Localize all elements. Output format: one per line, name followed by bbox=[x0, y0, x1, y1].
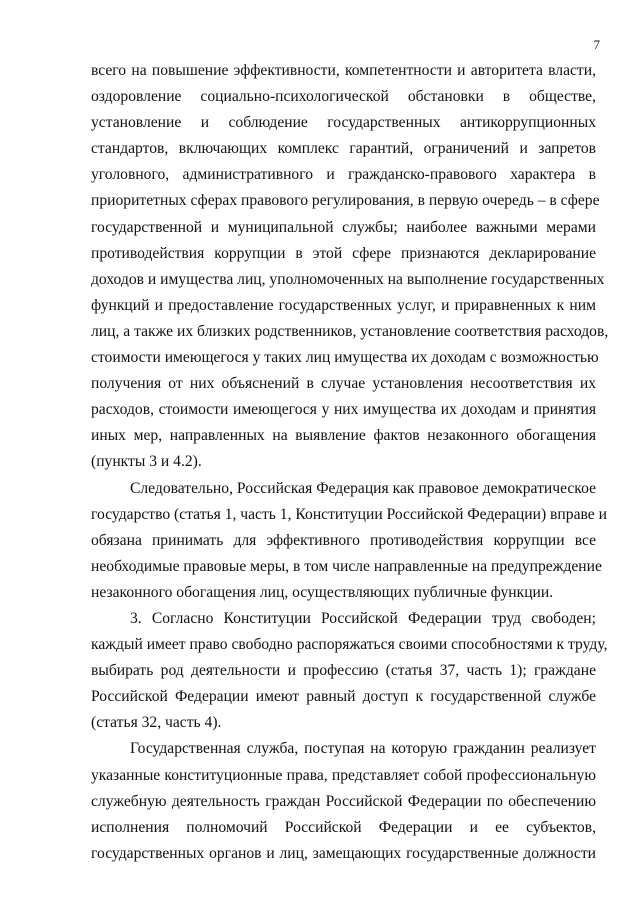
text-line: доходов и имущества лиц, уполномоченных на выполнение государственных bbox=[91, 270, 605, 288]
text-line: уголовного, административного и гражданско-правового характера в bbox=[91, 166, 596, 184]
text-line: служебную деятельность граждан Российской Федерации по обеспечению bbox=[91, 792, 596, 810]
text-line: необходимые правовые меры, в том числе направленные на предупреждение bbox=[91, 557, 602, 575]
paragraph-2 bbox=[91, 476, 607, 606]
text-line: 3. Согласно Конституции Российской Федерации труд свободен; bbox=[130, 609, 596, 627]
text-line: всего на повышение эффективности, компетентности и авторитета власти, bbox=[91, 62, 596, 79]
text-line: стандартов, включающих комплекс гарантий, ограничений и запретов bbox=[91, 140, 596, 158]
text-line: расходов, стоимости имеющегося у них имущества их доходам и принятия bbox=[91, 401, 596, 419]
text-line: (статья 32, часть 4). bbox=[91, 714, 222, 732]
text-line: Государственная служба, поступая на которую гражданин реализует bbox=[130, 740, 596, 758]
text-line: государственных органов и лиц, замещающих государственные должности bbox=[91, 844, 596, 862]
text-line: исполнения полномочий Российской Федерации и ее субъектов, bbox=[91, 818, 596, 836]
paragraph-4 bbox=[91, 736, 596, 866]
paragraph-1 bbox=[91, 58, 609, 476]
text-line: незаконного обогащения лиц, осуществляющих публичные функции. bbox=[91, 583, 554, 601]
text-line: обязана принимать для эффективного противодействия коррупции все bbox=[91, 531, 596, 549]
text-line: оздоровление социально-психологической обстановки в обществе, bbox=[91, 88, 596, 106]
text-line: государственной и муниципальной службы; наиболее важными мерами bbox=[91, 218, 596, 236]
text-line: выбирать род деятельности и профессию (статья 37, часть 1); граждане bbox=[91, 662, 596, 680]
page-number: 7 bbox=[593, 37, 600, 52]
text-line: лиц, а также их близких родственников, установление соответствия расходов, bbox=[91, 322, 609, 340]
text-line: установление и соблюдение государственных антикоррупционных bbox=[91, 114, 596, 132]
text-line: противодействия коррупции в этой сфере признаются декларирование bbox=[91, 244, 596, 262]
text-line: указанные конституционные права, представляет собой профессиональную bbox=[91, 766, 596, 784]
text-line: каждый имеет право свободно распоряжаться своими способностями к труду, bbox=[91, 636, 608, 654]
document-body bbox=[91, 58, 609, 867]
text-line: иных мер, направленных на выявление фактов незаконного обогащения bbox=[91, 427, 596, 445]
text-line: (пункты 3 и 4.2). bbox=[91, 453, 202, 471]
text-line: стоимости имеющегося у таких лиц имущества их доходам с возможностью bbox=[91, 349, 599, 367]
text-line: Российской Федерации имеют равный доступ к государственной службе bbox=[91, 688, 596, 706]
text-line: функций и предоставление государственных услуг, и приравненных к ним bbox=[91, 296, 596, 314]
paragraph-3 bbox=[91, 606, 608, 736]
text-line: государство (статья 1, часть 1, Конституции Российской Федерации) вправе и bbox=[91, 505, 607, 523]
text-line: получения от них объяснений в случае установления несоответствия их bbox=[91, 375, 596, 393]
text-line: приоритетных сферах правового регулирования, в первую очередь – в сфере bbox=[91, 192, 600, 210]
text-line: Следовательно, Российская Федерация как правовое демократическое bbox=[130, 479, 596, 497]
